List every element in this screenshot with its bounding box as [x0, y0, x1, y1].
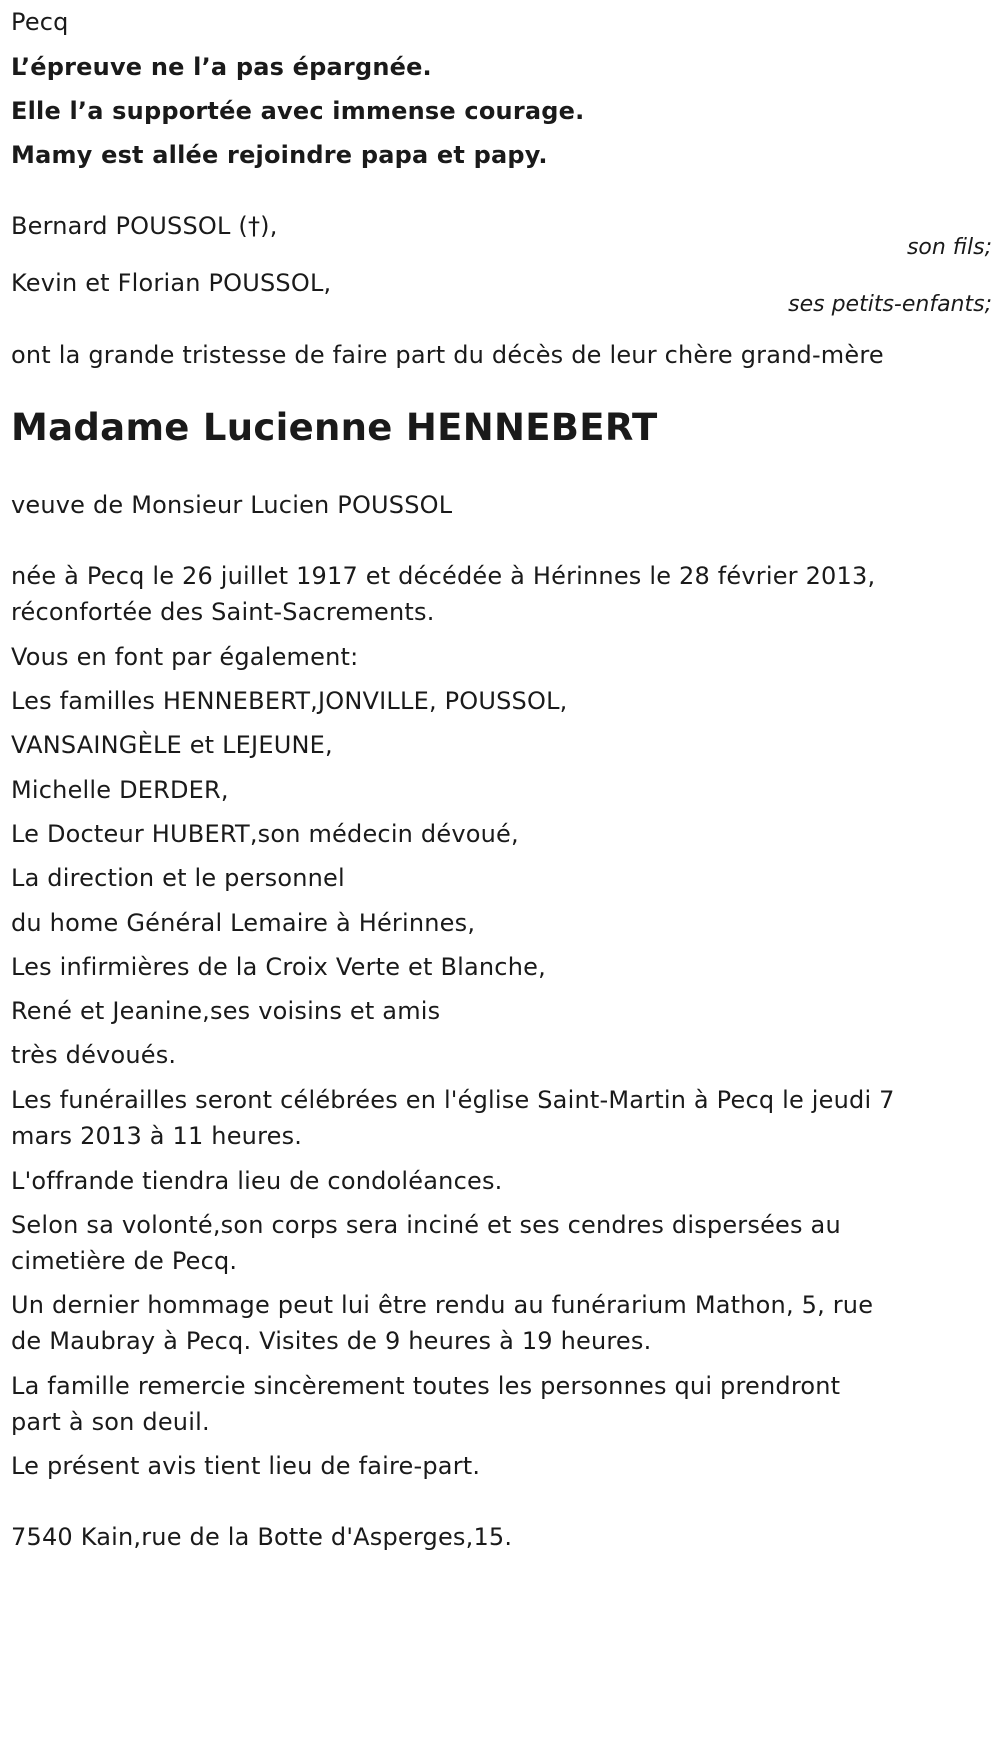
also-announce-line: Michelle DERDER, [11, 776, 229, 804]
tribute-text: de Maubray à Pecq. Visites de 9 heures à 19 heures. [11, 1327, 652, 1355]
location-header: Pecq [11, 8, 69, 36]
offering-text: L'offrande tiendra lieu de condoléances. [11, 1167, 503, 1195]
also-announce-line: Le Docteur HUBERT,son médecin dévoué, [11, 820, 519, 848]
deceased-name: Madame Lucienne HENNEBERT [11, 406, 658, 449]
address-text: 7540 Kain,rue de la Botte d'Asperges,15. [11, 1523, 513, 1551]
also-announce-line: Les infirmières de la Croix Verte et Blanche, [11, 953, 546, 981]
also-announce-line: Les familles HENNEBERT,JONVILLE, POUSSOL, [11, 687, 568, 715]
birth-death-text: réconfortée des Saint-Sacrements. [11, 598, 435, 626]
also-announce-line: très dévoués. [11, 1041, 177, 1069]
also-announce-intro: Vous en font par également: [11, 643, 359, 671]
announcement-text: ont la grande tristesse de faire part du décès de leur chère grand-mère [11, 341, 884, 369]
verse-line: Elle l’a supportée avec immense courage. [11, 97, 585, 125]
thanks-text: La famille remercie sincèrement toutes les personnes qui prendront [11, 1372, 841, 1400]
birth-death-text: née à Pecq le 26 juillet 1917 et décédée à Hérinnes le 28 février 2013, [11, 562, 876, 590]
tribute-text: Un dernier hommage peut lui être rendu au funérarium Mathon, 5, rue [11, 1291, 874, 1319]
also-announce-line: du home Général Lemaire à Hérinnes, [11, 909, 476, 937]
widow-of-text: veuve de Monsieur Lucien POUSSOL [11, 491, 453, 519]
also-announce-line: VANSAINGÈLE et LEJEUNE, [11, 731, 333, 759]
family-member-name: Bernard POUSSOL (†), [11, 212, 278, 240]
family-member-relation: son fils; [906, 235, 992, 260]
cremation-text: Selon sa volonté,son corps sera inciné et ses cendres dispersées au [11, 1211, 841, 1239]
funeral-text: mars 2013 à 11 heures. [11, 1122, 303, 1150]
family-member-relation: ses petits-enfants; [788, 292, 992, 317]
family-member-name: Kevin et Florian POUSSOL, [11, 269, 332, 297]
thanks-text: part à son deuil. [11, 1408, 210, 1436]
notice-text: Le présent avis tient lieu de faire-part. [11, 1452, 481, 1480]
also-announce-line: La direction et le personnel [11, 864, 345, 892]
also-announce-line: René et Jeanine,ses voisins et amis [11, 997, 441, 1025]
funeral-text: Les funérailles seront célébrées en l'église Saint-Martin à Pecq le jeudi 7 [11, 1086, 895, 1114]
cremation-text: cimetière de Pecq. [11, 1247, 238, 1275]
verse-line: Mamy est allée rejoindre papa et papy. [11, 141, 548, 169]
verse-line: L’épreuve ne l’a pas épargnée. [11, 53, 432, 81]
